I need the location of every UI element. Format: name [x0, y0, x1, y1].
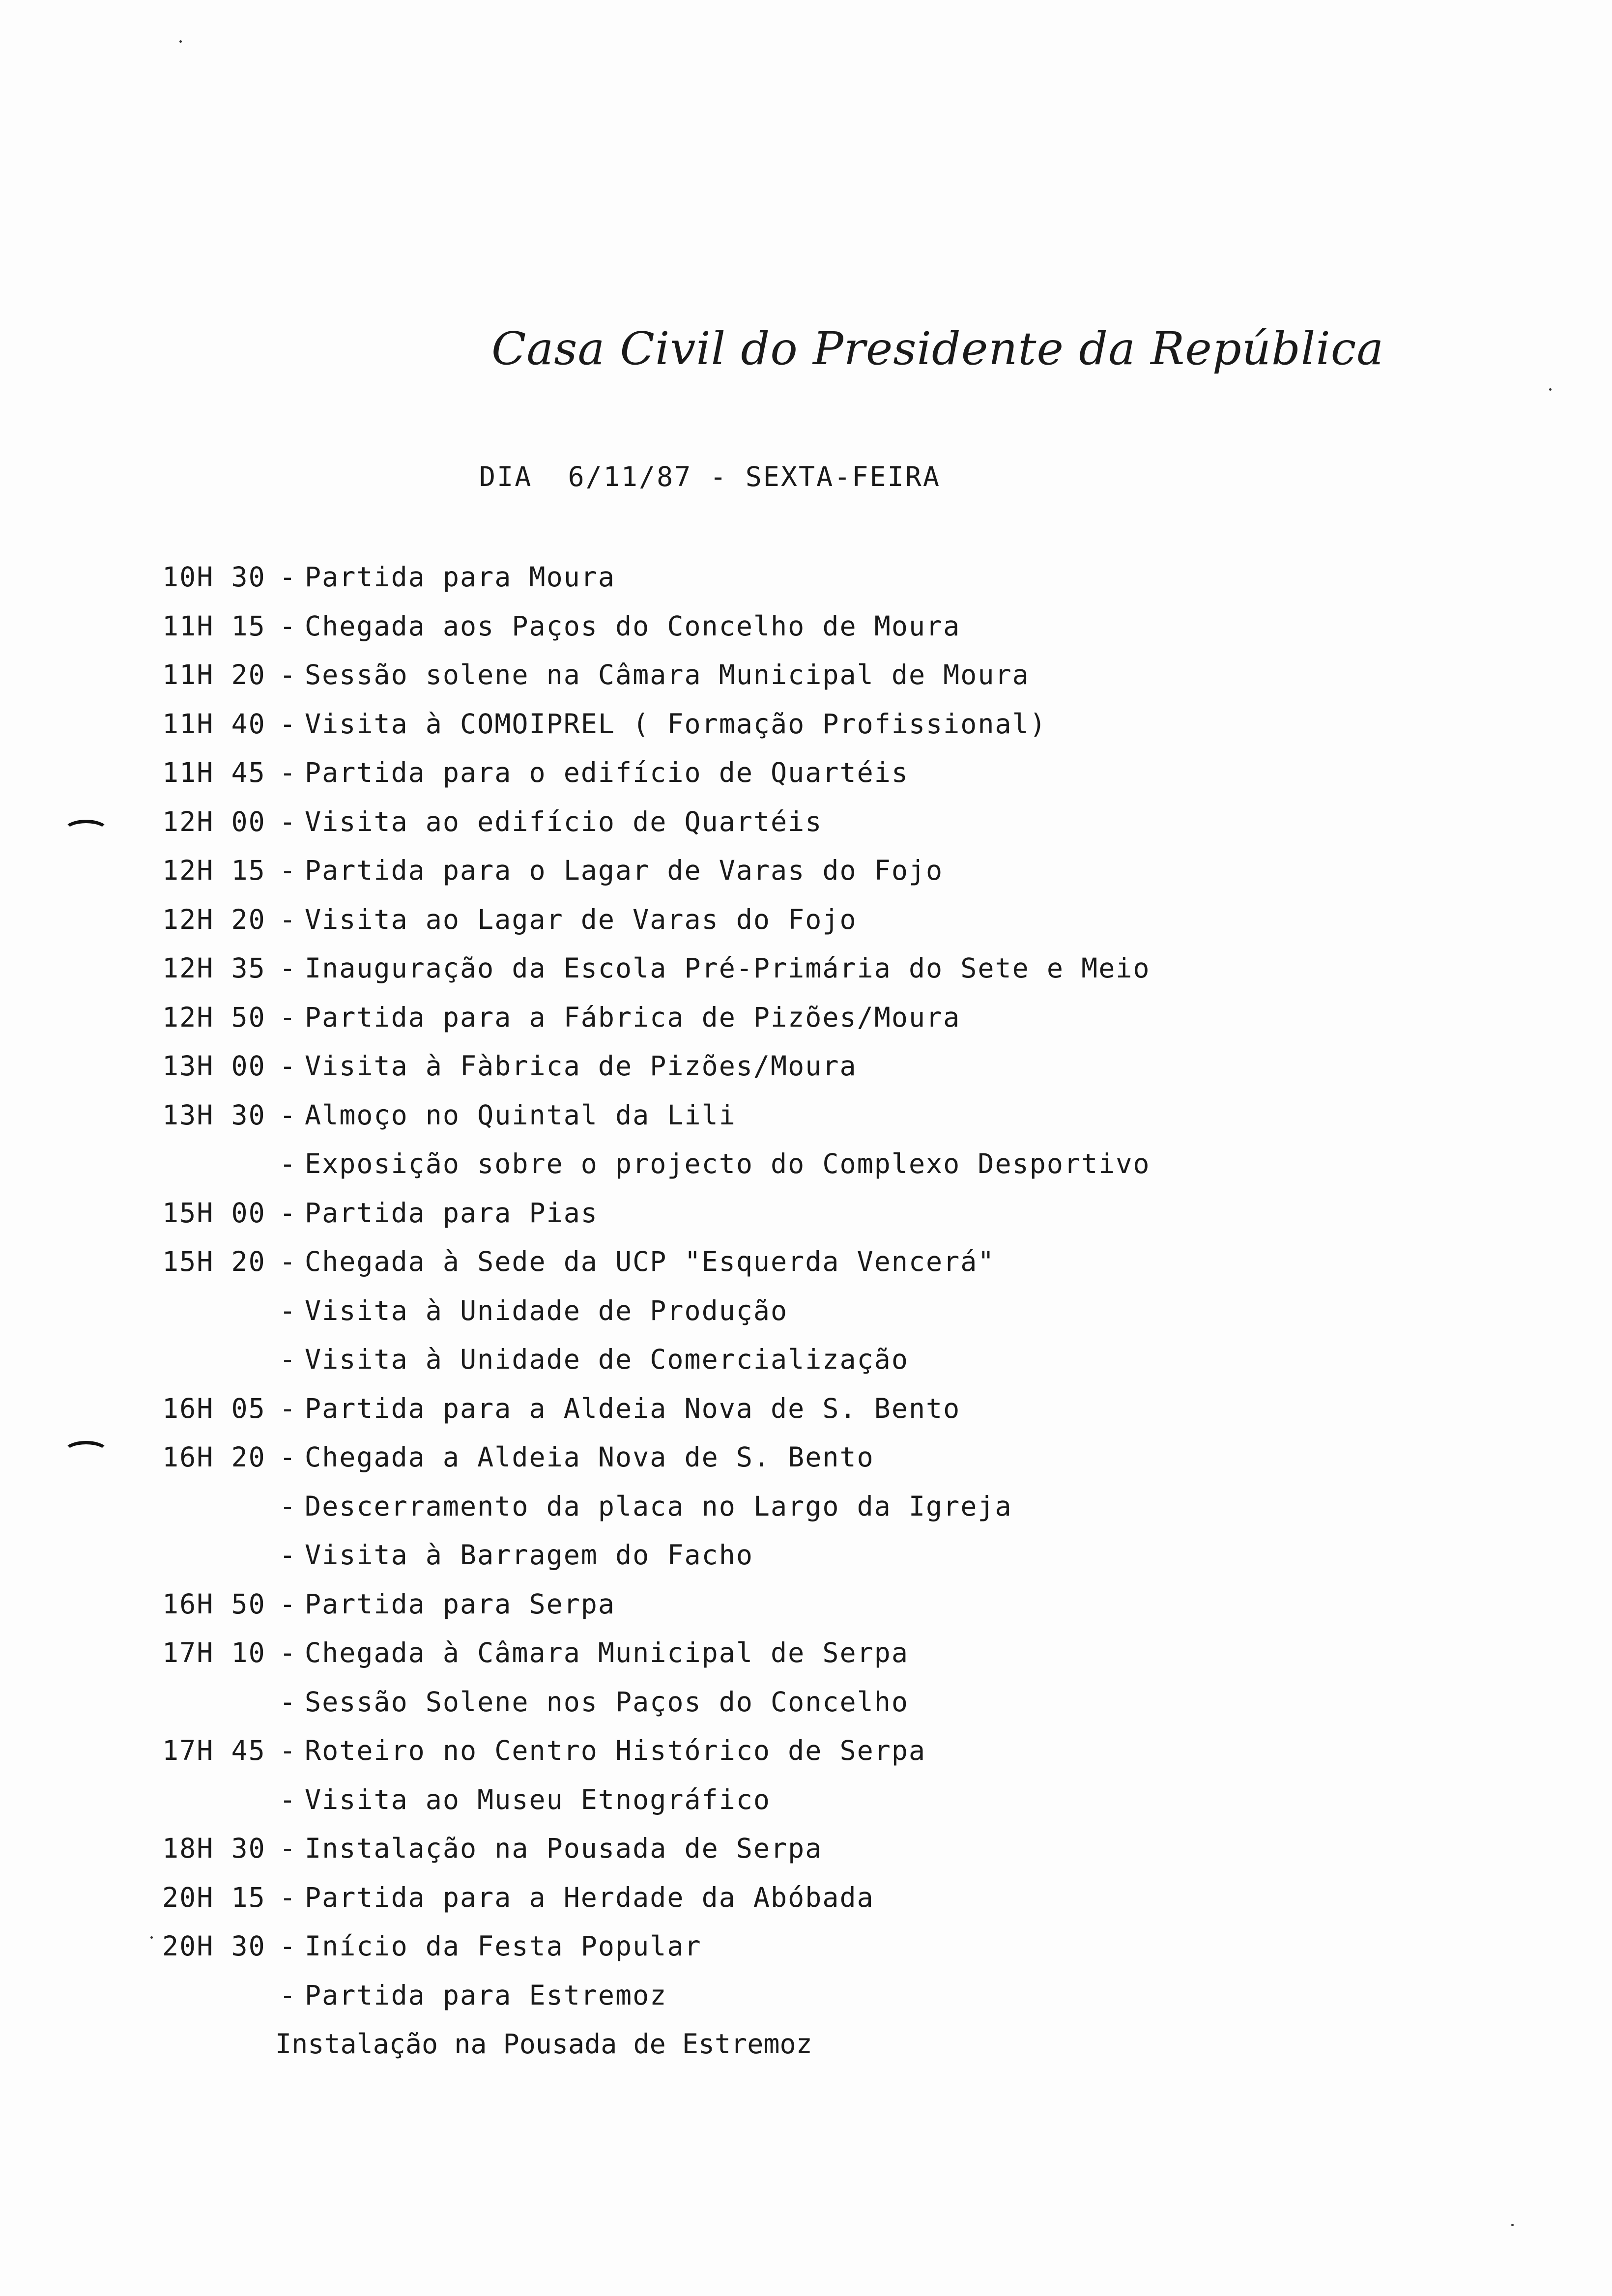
schedule-description: Descerramento da placa no Largo da Igreja [305, 1490, 1012, 1522]
schedule-dash: - [279, 1294, 296, 1326]
schedule-time [162, 1678, 270, 1727]
schedule-time: 16H 50 [162, 1588, 266, 1620]
schedule-dash: - [279, 610, 296, 642]
schedule-dash: - [279, 1490, 296, 1522]
schedule-description: Partida para Pias [305, 1197, 598, 1229]
schedule-dash: - [279, 1197, 296, 1229]
schedule-row [162, 1189, 1489, 1238]
schedule-row [162, 1237, 1489, 1287]
schedule-row [162, 1629, 1489, 1678]
schedule-description: Partida para a Aldeia Nova de S. Bento [305, 1392, 961, 1424]
schedule-description: Visita à Unidade de Comercialização [305, 1344, 909, 1375]
schedule-time: 17H 45 [162, 1735, 266, 1766]
schedule-row [162, 602, 1489, 651]
schedule-description: Chegada à Câmara Municipal de Serpa [305, 1637, 909, 1668]
schedule-row [162, 1726, 1489, 1776]
schedule-row [162, 846, 1489, 895]
scan-speck [1511, 2224, 1514, 2226]
schedule-list [162, 553, 1489, 2069]
letterhead-title: Casa Civil do Presidente da República [491, 322, 1384, 375]
schedule-time: 11H 45 [162, 757, 266, 788]
schedule-row [162, 1922, 1489, 1971]
schedule-time: 16H 20 [162, 1441, 266, 1473]
schedule-description: Exposição sobre o projecto do Complexo Desportivo [305, 1148, 1151, 1179]
schedule-time [162, 1531, 270, 1580]
schedule-dash: - [279, 1783, 296, 1815]
schedule-description: Partida para a Fábrica de Pizões/Moura [305, 1001, 961, 1033]
schedule-dash: - [279, 1441, 296, 1473]
schedule-time: 12H 00 [162, 805, 266, 837]
punch-hole-mark [63, 820, 109, 843]
schedule-time [162, 1335, 270, 1384]
schedule-description: Chegada aos Paços do Concelho de Moura [305, 610, 961, 642]
schedule-row [162, 651, 1489, 700]
schedule-time: 20H 30 [162, 1930, 266, 1962]
schedule-row [162, 1042, 1489, 1091]
schedule-dash: - [279, 659, 296, 690]
schedule-description: Almoço no Quintal da Lili [305, 1099, 736, 1131]
schedule-description: Partida para Moura [305, 561, 616, 593]
schedule-description: Visita à COMOIPREL ( Formação Profissional) [305, 708, 1047, 740]
schedule-description: Partida para Serpa [305, 1588, 616, 1620]
schedule-dash: - [279, 903, 296, 935]
schedule-time [162, 1287, 270, 1336]
schedule-description: Partida para Estremoz [305, 1979, 667, 2011]
schedule-description: Visita ao Museu Etnográfico [305, 1783, 771, 1815]
schedule-time: 20H 15 [162, 1881, 266, 1913]
schedule-dash: - [279, 1099, 296, 1131]
schedule-dash: - [279, 1637, 296, 1668]
schedule-dash: - [279, 1686, 296, 1718]
schedule-description: Visita à Barragem do Facho [305, 1539, 753, 1571]
schedule-time: 13H 00 [162, 1050, 266, 1082]
schedule-time: 12H 20 [162, 903, 266, 935]
schedule-time: 12H 50 [162, 1001, 266, 1033]
schedule-dash: - [279, 1588, 296, 1620]
schedule-time [162, 1776, 270, 1825]
schedule-row [162, 1384, 1489, 1434]
schedule-row [162, 895, 1489, 945]
schedule-description: Instalação na Pousada de Serpa [305, 1833, 823, 1864]
schedule-dash: - [279, 1001, 296, 1033]
schedule-row [162, 1531, 1489, 1580]
schedule-dash: - [279, 1881, 296, 1913]
schedule-time: 11H 15 [162, 610, 266, 642]
schedule-description: Visita ao Lagar de Varas do Fojo [305, 903, 857, 935]
schedule-row [162, 1678, 1489, 1727]
schedule-time: 15H 20 [162, 1246, 266, 1277]
schedule-dash: - [279, 1246, 296, 1277]
schedule-dash: - [279, 952, 296, 984]
schedule-dash: - [279, 1930, 296, 1962]
schedule-time: 12H 15 [162, 855, 266, 886]
schedule-description: Início da Festa Popular [305, 1930, 702, 1962]
schedule-description: Roteiro no Centro Histórico de Serpa [305, 1735, 926, 1766]
schedule-row [162, 944, 1489, 993]
schedule-row [162, 1824, 1489, 1873]
schedule-description: Partida para o edifício de Quartéis [305, 757, 909, 788]
schedule-row [162, 1776, 1489, 1825]
schedule-time [162, 1971, 270, 2020]
date-heading: DIA 6/11/87 - SEXTA-FEIRA [479, 461, 941, 492]
schedule-description: Chegada à Sede da UCP "Esquerda Vencerá" [305, 1246, 995, 1277]
schedule-row [162, 1433, 1489, 1482]
schedule-dash: - [279, 1833, 296, 1864]
schedule-dash: - [279, 1735, 296, 1766]
scan-speck [1549, 388, 1552, 391]
schedule-time: 13H 30 [162, 1099, 266, 1131]
schedule-row [162, 798, 1489, 847]
schedule-row [162, 1287, 1489, 1336]
schedule-time: 11H 40 [162, 708, 266, 740]
schedule-row [162, 1091, 1489, 1140]
schedule-row [162, 993, 1489, 1042]
schedule-dash: - [279, 757, 296, 788]
schedule-row [162, 1335, 1489, 1384]
schedule-time: 17H 10 [162, 1637, 266, 1668]
schedule-row [162, 1482, 1489, 1531]
schedule-description: Visita à Unidade de Produção [305, 1294, 788, 1326]
schedule-row [162, 553, 1489, 602]
schedule-dash: - [279, 1344, 296, 1375]
schedule-description: Partida para o Lagar de Varas do Fojo [305, 855, 944, 886]
schedule-time: 11H 20 [162, 659, 266, 690]
schedule-description: Partida para a Herdade da Abóbada [305, 1881, 874, 1913]
schedule-dash: - [279, 1392, 296, 1424]
schedule-dash: - [279, 1050, 296, 1082]
schedule-description: Sessão Solene nos Paços do Concelho [305, 1686, 909, 1718]
schedule-dash: - [279, 708, 296, 740]
schedule-description: Sessão solene na Câmara Municipal de Moura [305, 659, 1030, 690]
schedule-row [162, 1873, 1489, 1923]
scan-speck [150, 1936, 153, 1939]
schedule-row [162, 1580, 1489, 1629]
schedule-dash: - [279, 1539, 296, 1571]
schedule-row [162, 1971, 1489, 2020]
schedule-dash: - [279, 855, 296, 886]
schedule-time: 12H 35 [162, 952, 266, 984]
schedule-time: 16H 05 [162, 1392, 266, 1424]
schedule-time [162, 1140, 270, 1189]
schedule-row [162, 748, 1489, 798]
schedule-dash: - [279, 1979, 296, 2011]
schedule-description: Visita ao edifício de Quartéis [305, 805, 823, 837]
schedule-time: 15H 00 [162, 1197, 266, 1229]
schedule-dash: - [279, 805, 296, 837]
scan-speck [179, 40, 182, 43]
schedule-description: Inauguração da Escola Pré-Primária do Sete e Meio [305, 952, 1151, 984]
schedule-time: 10H 30 [162, 561, 266, 593]
schedule-dash: - [279, 1148, 296, 1179]
schedule-description: Chegada a Aldeia Nova de S. Bento [305, 1441, 874, 1473]
schedule-dash: - [279, 561, 296, 593]
schedule-row [162, 1140, 1489, 1189]
schedule-time: 18H 30 [162, 1833, 266, 1864]
schedule-description: Visita à Fàbrica de Pizões/Moura [305, 1050, 857, 1082]
closing-line: Instalação na Pousada de Estremoz [275, 2028, 812, 2060]
schedule-time [162, 1482, 270, 1531]
schedule-row [162, 700, 1489, 749]
punch-hole-mark [63, 1441, 109, 1464]
